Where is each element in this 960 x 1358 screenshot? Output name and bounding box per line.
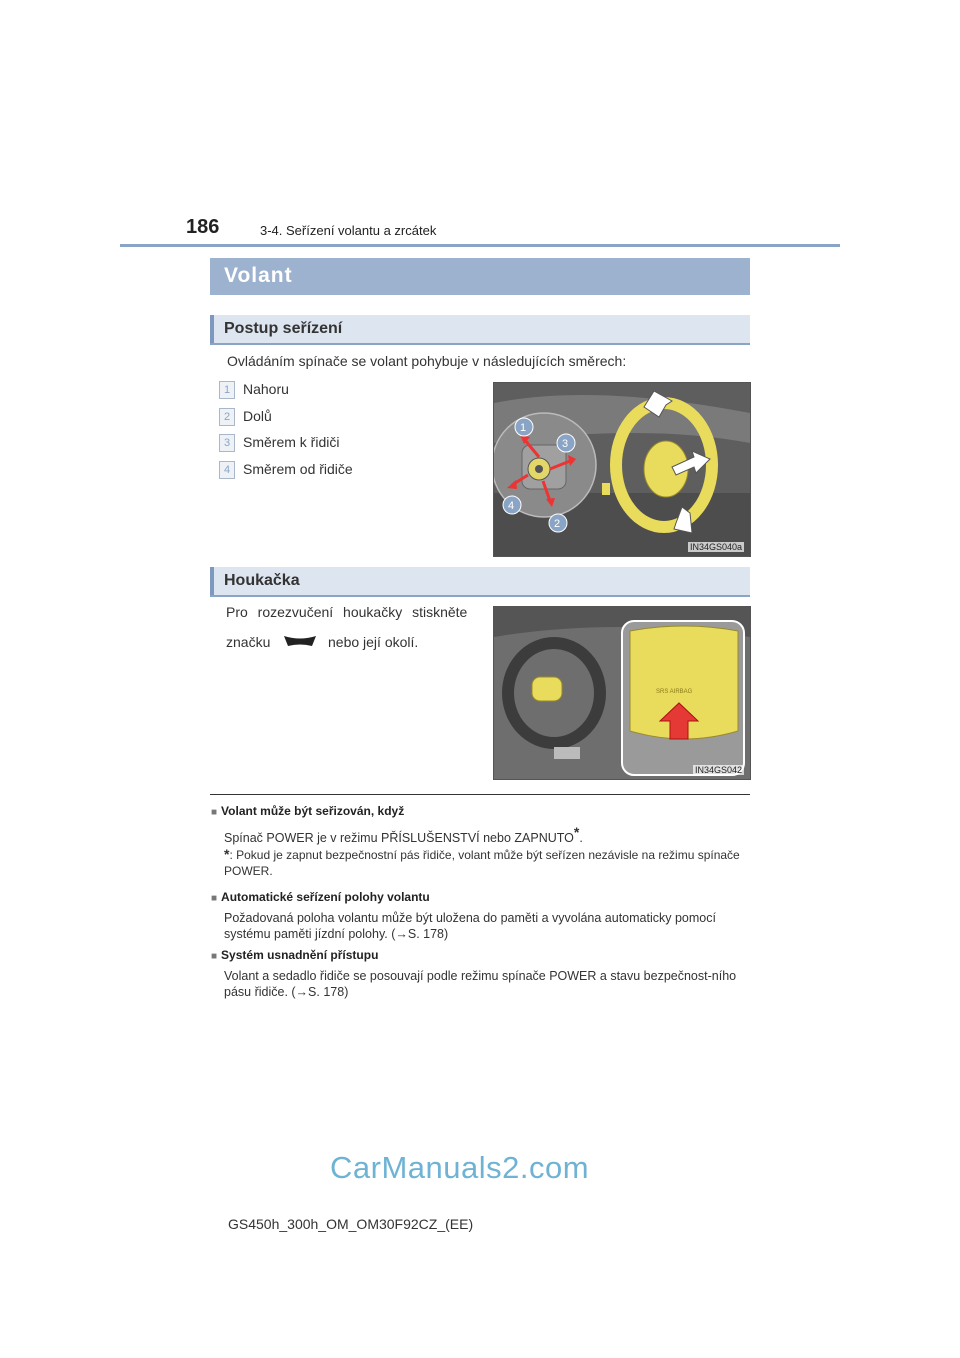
adjust-intro: Ovládáním spínače se volant pohybuje v následujících směrech: [227, 353, 627, 369]
list-item-number: 4 [219, 461, 235, 479]
footnote-text: : Pokud je zapnut bezpečnostní pás řidiče, volant může být seřízen nezávisle na režimu spínače POWER. [224, 848, 740, 878]
subheading-horn-label: Houkačka [224, 572, 300, 589]
svg-text:1: 1 [520, 422, 527, 434]
list-item-number: 2 [219, 408, 235, 426]
horn-icon [282, 632, 318, 650]
horn-text-mark: značku [226, 634, 271, 650]
note-body: Volant a sedadlo řidiče se posouvají podle režimu spínače POWER a stavu bezpečnost-ního pásu řidiče. (→S. 178) [224, 969, 737, 999]
svg-text:2: 2 [554, 518, 561, 530]
section-banner [210, 258, 750, 295]
list-item: Nahoru [243, 381, 289, 397]
header-rule [120, 244, 840, 247]
list-item-number: 3 [219, 434, 235, 452]
note-body-text: Spínač POWER je v režimu PŘÍSLUŠENSTVÍ nebo ZAPNUTO [224, 831, 574, 846]
page-number: 186 [186, 216, 220, 238]
note-heading: ■ Systém usnadnění přístupu [211, 948, 378, 962]
subheading-adjust-label: Postup seřízení [224, 320, 343, 337]
figure-code: IN34GS042 [694, 765, 742, 775]
airbag-label: SRS AIRBAG [656, 689, 693, 695]
section-title: 3-4. Seřízení volantu a zrcátek [260, 223, 437, 238]
svg-text:3: 3 [562, 438, 569, 450]
figure-code: IN34GS040a [689, 542, 742, 552]
footer-code: GS450h_300h_OM_OM30F92CZ_(EE) [228, 1216, 474, 1232]
steering-wheel-icon [494, 383, 750, 556]
notes-divider [210, 794, 750, 795]
subheading-horn [210, 567, 750, 597]
horn-illustration [493, 606, 751, 780]
steering-horn-icon [494, 607, 750, 779]
footnote [224, 846, 748, 879]
footnote-marker: * [573, 824, 580, 840]
subheading-bar [210, 567, 214, 595]
list-item-number: 1 [219, 381, 235, 399]
steering-adjust-illustration [493, 382, 751, 557]
footnote-mark: * [224, 846, 230, 862]
list-item: Dolů [243, 408, 272, 424]
note-body: Požadovaná poloha volantu může být uložena do paměti a vyvolána automaticky pomocí systému paměti jízdní polohy. (→S. 178) [224, 911, 716, 941]
subheading-adjust [210, 315, 750, 345]
subheading-bar [210, 315, 214, 343]
banner-title: Volant [224, 264, 293, 287]
note-period: . [579, 831, 583, 846]
note-heading: ■ Volant může být seřizován, když [211, 804, 404, 818]
note-body [224, 824, 583, 846]
svg-text:4: 4 [508, 500, 515, 512]
note-heading: ■ Automatické seřízení polohy volantu [211, 890, 430, 904]
list-item: Směrem od řidiče [243, 461, 353, 477]
list-item: Směrem k řidiči [243, 434, 340, 450]
watermark: CarManuals2.com [330, 1150, 590, 1185]
horn-text-line2: nebo její okolí. [328, 634, 419, 650]
horn-text-line1: Pro rozezvučení houkačky stiskněte [226, 604, 468, 620]
